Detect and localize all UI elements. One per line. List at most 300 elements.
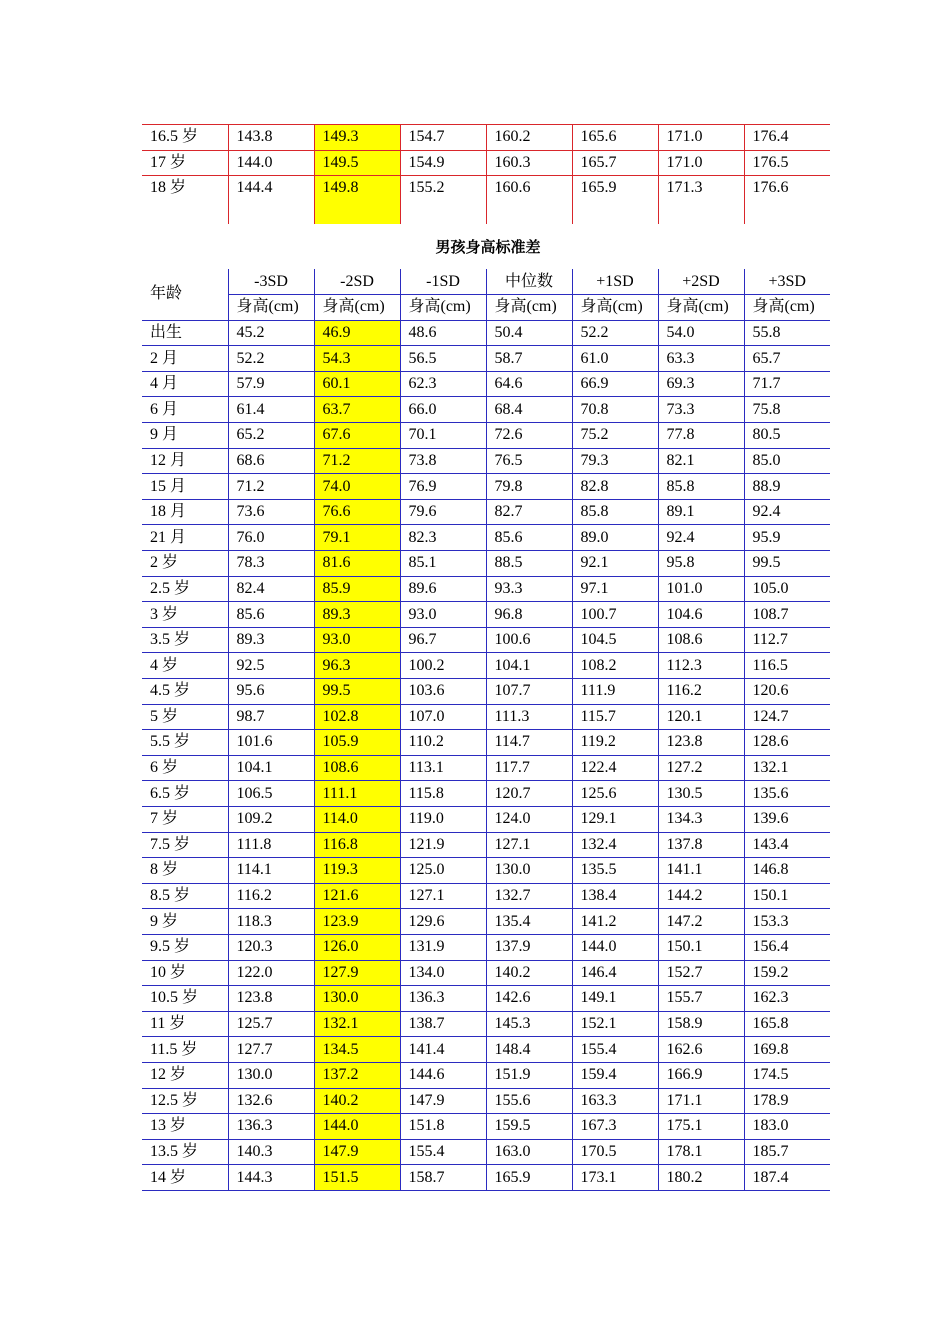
- age-cell: 11.5 岁: [142, 1037, 228, 1063]
- value-cell: 98.7: [228, 704, 314, 730]
- value-cell: 129.6: [400, 909, 486, 935]
- value-cell: 150.1: [744, 883, 830, 909]
- value-cell: 155.6: [486, 1088, 572, 1114]
- table-row: [142, 448, 830, 474]
- value-cell: 92.5: [228, 653, 314, 679]
- value-cell: 124.7: [744, 704, 830, 730]
- value-cell: 92.4: [744, 499, 830, 525]
- value-cell: 89.3: [228, 627, 314, 653]
- value-cell: 95.9: [744, 525, 830, 551]
- value-cell: 75.8: [744, 397, 830, 423]
- value-cell: 148.4: [486, 1037, 572, 1063]
- minus-2sd-cell: 96.3: [314, 653, 400, 679]
- unit-header-row: [142, 295, 830, 321]
- age-cell: 16.5 岁: [142, 125, 228, 151]
- value-cell: 124.0: [486, 806, 572, 832]
- value-cell: 85.6: [486, 525, 572, 551]
- minus-2sd-cell: 149.5: [314, 150, 400, 176]
- table-row: [142, 474, 830, 500]
- age-cell: 13.5 岁: [142, 1139, 228, 1165]
- table-row: [142, 883, 830, 909]
- value-cell: 127.1: [400, 883, 486, 909]
- value-cell: 135.6: [744, 781, 830, 807]
- value-cell: 73.8: [400, 448, 486, 474]
- minus-2sd-cell: 108.6: [314, 755, 400, 781]
- minus-2sd-cell: 137.2: [314, 1062, 400, 1088]
- age-cell: 18 月: [142, 499, 228, 525]
- value-cell: 112.3: [658, 653, 744, 679]
- age-cell: 21 月: [142, 525, 228, 551]
- value-cell: 78.3: [228, 551, 314, 577]
- age-cell: 15 月: [142, 474, 228, 500]
- value-cell: 76.5: [486, 448, 572, 474]
- value-cell: 163.3: [572, 1088, 658, 1114]
- age-cell: 2.5 岁: [142, 576, 228, 602]
- value-cell: 108.2: [572, 653, 658, 679]
- value-cell: 171.1: [658, 1088, 744, 1114]
- value-cell: 58.7: [486, 346, 572, 372]
- value-cell: 131.9: [400, 934, 486, 960]
- value-cell: 144.6: [400, 1062, 486, 1088]
- value-cell: 178.1: [658, 1139, 744, 1165]
- minus-2sd-cell: 89.3: [314, 602, 400, 628]
- minus-2sd-cell: 151.5: [314, 1165, 400, 1191]
- value-cell: 128.6: [744, 730, 830, 756]
- value-cell: 163.0: [486, 1139, 572, 1165]
- value-cell: 119.2: [572, 730, 658, 756]
- table-row: [142, 1114, 830, 1140]
- value-cell: 85.8: [658, 474, 744, 500]
- value-cell: 89.6: [400, 576, 486, 602]
- age-cell: 13 岁: [142, 1114, 228, 1140]
- value-cell: 141.4: [400, 1037, 486, 1063]
- sd-header: +3SD: [744, 269, 830, 295]
- value-cell: 122.0: [228, 960, 314, 986]
- value-cell: 159.2: [744, 960, 830, 986]
- value-cell: 146.4: [572, 960, 658, 986]
- value-cell: 52.2: [572, 320, 658, 346]
- value-cell: 104.5: [572, 627, 658, 653]
- age-cell: 4 岁: [142, 653, 228, 679]
- sd-header: +2SD: [658, 269, 744, 295]
- unit-header: 身高(cm): [486, 295, 572, 321]
- table-row: [142, 1165, 830, 1191]
- sd-header: -2SD: [314, 269, 400, 295]
- age-cell: 9 月: [142, 423, 228, 449]
- value-cell: 138.4: [572, 883, 658, 909]
- value-cell: 64.6: [486, 371, 572, 397]
- minus-2sd-cell: 60.1: [314, 371, 400, 397]
- value-cell: 151.8: [400, 1114, 486, 1140]
- value-cell: 73.3: [658, 397, 744, 423]
- value-cell: 176.6: [744, 176, 830, 224]
- value-cell: 167.3: [572, 1114, 658, 1140]
- minus-2sd-cell: 149.3: [314, 125, 400, 151]
- age-cell: 12 岁: [142, 1062, 228, 1088]
- value-cell: 112.7: [744, 627, 830, 653]
- value-cell: 107.0: [400, 704, 486, 730]
- age-cell: 11 岁: [142, 1011, 228, 1037]
- table-row: [142, 755, 830, 781]
- table-row: [142, 909, 830, 935]
- value-cell: 140.3: [228, 1139, 314, 1165]
- minus-2sd-cell: 54.3: [314, 346, 400, 372]
- table-row: [142, 832, 830, 858]
- value-cell: 160.3: [486, 150, 572, 176]
- minus-2sd-cell: 147.9: [314, 1139, 400, 1165]
- sd-header: 中位数: [486, 269, 572, 295]
- age-cell: 6 岁: [142, 755, 228, 781]
- value-cell: 160.2: [486, 125, 572, 151]
- value-cell: 99.5: [744, 551, 830, 577]
- table-row: [142, 934, 830, 960]
- value-cell: 143.4: [744, 832, 830, 858]
- value-cell: 174.5: [744, 1062, 830, 1088]
- age-cell: 8 岁: [142, 858, 228, 884]
- value-cell: 57.9: [228, 371, 314, 397]
- value-cell: 185.7: [744, 1139, 830, 1165]
- boys-height-sd-table: [142, 269, 830, 1191]
- value-cell: 187.4: [744, 1165, 830, 1191]
- table-row: [142, 525, 830, 551]
- value-cell: 132.6: [228, 1088, 314, 1114]
- sd-header: -3SD: [228, 269, 314, 295]
- minus-2sd-cell: 116.8: [314, 832, 400, 858]
- value-cell: 48.6: [400, 320, 486, 346]
- value-cell: 115.7: [572, 704, 658, 730]
- value-cell: 147.9: [400, 1088, 486, 1114]
- sd-header: +1SD: [572, 269, 658, 295]
- value-cell: 71.2: [228, 474, 314, 500]
- value-cell: 144.0: [572, 934, 658, 960]
- value-cell: 134.3: [658, 806, 744, 832]
- value-cell: 146.8: [744, 858, 830, 884]
- table-row: [142, 1011, 830, 1037]
- value-cell: 120.6: [744, 679, 830, 705]
- unit-header: 身高(cm): [314, 295, 400, 321]
- value-cell: 103.6: [400, 679, 486, 705]
- age-cell: 17 岁: [142, 150, 228, 176]
- table-row: [142, 1037, 830, 1063]
- table-row: [142, 125, 830, 151]
- value-cell: 144.3: [228, 1165, 314, 1191]
- minus-2sd-cell: 134.5: [314, 1037, 400, 1063]
- value-cell: 152.7: [658, 960, 744, 986]
- value-cell: 151.9: [486, 1062, 572, 1088]
- value-cell: 127.2: [658, 755, 744, 781]
- minus-2sd-cell: 93.0: [314, 627, 400, 653]
- value-cell: 141.1: [658, 858, 744, 884]
- value-cell: 136.3: [400, 986, 486, 1012]
- value-cell: 111.3: [486, 704, 572, 730]
- age-cell: 9 岁: [142, 909, 228, 935]
- value-cell: 104.6: [658, 602, 744, 628]
- value-cell: 116.5: [744, 653, 830, 679]
- value-cell: 120.7: [486, 781, 572, 807]
- value-cell: 93.3: [486, 576, 572, 602]
- minus-2sd-cell: 81.6: [314, 551, 400, 577]
- value-cell: 135.4: [486, 909, 572, 935]
- age-cell: 6.5 岁: [142, 781, 228, 807]
- value-cell: 114.1: [228, 858, 314, 884]
- table-row: [142, 371, 830, 397]
- value-cell: 171.0: [658, 150, 744, 176]
- age-cell: 18 岁: [142, 176, 228, 224]
- value-cell: 130.0: [486, 858, 572, 884]
- value-cell: 75.2: [572, 423, 658, 449]
- age-cell: 6 月: [142, 397, 228, 423]
- value-cell: 130.0: [228, 1062, 314, 1088]
- minus-2sd-cell: 119.3: [314, 858, 400, 884]
- value-cell: 165.9: [572, 176, 658, 224]
- age-column-header: 年龄: [142, 269, 228, 320]
- age-cell: 3 岁: [142, 602, 228, 628]
- value-cell: 82.8: [572, 474, 658, 500]
- value-cell: 154.7: [400, 125, 486, 151]
- unit-header: 身高(cm): [400, 295, 486, 321]
- table-row: [142, 551, 830, 577]
- table-row: [142, 653, 830, 679]
- value-cell: 66.0: [400, 397, 486, 423]
- value-cell: 88.5: [486, 551, 572, 577]
- value-cell: 108.7: [744, 602, 830, 628]
- minus-2sd-cell: 149.8: [314, 176, 400, 224]
- value-cell: 154.9: [400, 150, 486, 176]
- value-cell: 178.9: [744, 1088, 830, 1114]
- value-cell: 132.7: [486, 883, 572, 909]
- value-cell: 138.7: [400, 1011, 486, 1037]
- value-cell: 69.3: [658, 371, 744, 397]
- age-cell: 3.5 岁: [142, 627, 228, 653]
- value-cell: 171.3: [658, 176, 744, 224]
- value-cell: 65.7: [744, 346, 830, 372]
- age-cell: 10.5 岁: [142, 986, 228, 1012]
- minus-2sd-cell: 71.2: [314, 448, 400, 474]
- value-cell: 105.0: [744, 576, 830, 602]
- table-row: [142, 320, 830, 346]
- value-cell: 119.0: [400, 806, 486, 832]
- age-cell: 5 岁: [142, 704, 228, 730]
- age-cell: 10 岁: [142, 960, 228, 986]
- value-cell: 127.7: [228, 1037, 314, 1063]
- table-row: [142, 176, 830, 224]
- minus-2sd-cell: 85.9: [314, 576, 400, 602]
- value-cell: 176.5: [744, 150, 830, 176]
- table-row: [142, 346, 830, 372]
- value-cell: 52.2: [228, 346, 314, 372]
- value-cell: 109.2: [228, 806, 314, 832]
- minus-2sd-cell: 79.1: [314, 525, 400, 551]
- value-cell: 92.4: [658, 525, 744, 551]
- value-cell: 72.6: [486, 423, 572, 449]
- value-cell: 136.3: [228, 1114, 314, 1140]
- value-cell: 159.5: [486, 1114, 572, 1140]
- value-cell: 156.4: [744, 934, 830, 960]
- value-cell: 96.8: [486, 602, 572, 628]
- table-row: [142, 781, 830, 807]
- value-cell: 144.0: [228, 150, 314, 176]
- table-row: [142, 150, 830, 176]
- value-cell: 170.5: [572, 1139, 658, 1165]
- minus-2sd-cell: 105.9: [314, 730, 400, 756]
- value-cell: 118.3: [228, 909, 314, 935]
- minus-2sd-cell: 130.0: [314, 986, 400, 1012]
- value-cell: 80.5: [744, 423, 830, 449]
- value-cell: 79.3: [572, 448, 658, 474]
- value-cell: 165.9: [486, 1165, 572, 1191]
- value-cell: 95.8: [658, 551, 744, 577]
- table-row: [142, 858, 830, 884]
- value-cell: 125.0: [400, 858, 486, 884]
- value-cell: 142.6: [486, 986, 572, 1012]
- value-cell: 123.8: [228, 986, 314, 1012]
- value-cell: 135.5: [572, 858, 658, 884]
- value-cell: 122.4: [572, 755, 658, 781]
- value-cell: 125.7: [228, 1011, 314, 1037]
- value-cell: 114.7: [486, 730, 572, 756]
- value-cell: 92.1: [572, 551, 658, 577]
- table-row: [142, 1139, 830, 1165]
- age-cell: 7 岁: [142, 806, 228, 832]
- value-cell: 155.4: [572, 1037, 658, 1063]
- value-cell: 173.1: [572, 1165, 658, 1191]
- value-cell: 104.1: [486, 653, 572, 679]
- value-cell: 107.7: [486, 679, 572, 705]
- value-cell: 100.6: [486, 627, 572, 653]
- value-cell: 121.9: [400, 832, 486, 858]
- boys-table-title: 男孩身高标准差: [435, 238, 541, 256]
- value-cell: 76.9: [400, 474, 486, 500]
- value-cell: 110.2: [400, 730, 486, 756]
- value-cell: 183.0: [744, 1114, 830, 1140]
- value-cell: 79.6: [400, 499, 486, 525]
- value-cell: 175.1: [658, 1114, 744, 1140]
- value-cell: 62.3: [400, 371, 486, 397]
- table-row: [142, 704, 830, 730]
- value-cell: 111.9: [572, 679, 658, 705]
- value-cell: 162.3: [744, 986, 830, 1012]
- value-cell: 129.1: [572, 806, 658, 832]
- value-cell: 116.2: [228, 883, 314, 909]
- value-cell: 169.8: [744, 1037, 830, 1063]
- value-cell: 153.3: [744, 909, 830, 935]
- value-cell: 82.4: [228, 576, 314, 602]
- age-cell: 2 岁: [142, 551, 228, 577]
- table-row: [142, 1062, 830, 1088]
- value-cell: 158.9: [658, 1011, 744, 1037]
- minus-2sd-cell: 74.0: [314, 474, 400, 500]
- value-cell: 137.8: [658, 832, 744, 858]
- value-cell: 123.8: [658, 730, 744, 756]
- value-cell: 143.8: [228, 125, 314, 151]
- age-cell: 8.5 岁: [142, 883, 228, 909]
- value-cell: 66.9: [572, 371, 658, 397]
- value-cell: 159.4: [572, 1062, 658, 1088]
- value-cell: 180.2: [658, 1165, 744, 1191]
- value-cell: 137.9: [486, 934, 572, 960]
- value-cell: 85.1: [400, 551, 486, 577]
- unit-header: 身高(cm): [228, 295, 314, 321]
- table-row: [142, 423, 830, 449]
- value-cell: 56.5: [400, 346, 486, 372]
- value-cell: 71.7: [744, 371, 830, 397]
- value-cell: 152.1: [572, 1011, 658, 1037]
- table-row: [142, 397, 830, 423]
- value-cell: 54.0: [658, 320, 744, 346]
- value-cell: 89.1: [658, 499, 744, 525]
- minus-2sd-cell: 140.2: [314, 1088, 400, 1114]
- girls-height-table-continuation: [142, 124, 830, 224]
- minus-2sd-cell: 123.9: [314, 909, 400, 935]
- age-cell: 出生: [142, 320, 228, 346]
- value-cell: 73.6: [228, 499, 314, 525]
- sd-header-row: [142, 269, 830, 295]
- age-cell: 12.5 岁: [142, 1088, 228, 1114]
- value-cell: 88.9: [744, 474, 830, 500]
- unit-header: 身高(cm): [572, 295, 658, 321]
- age-cell: 4 月: [142, 371, 228, 397]
- value-cell: 101.6: [228, 730, 314, 756]
- minus-2sd-cell: 114.0: [314, 806, 400, 832]
- value-cell: 106.5: [228, 781, 314, 807]
- value-cell: 155.4: [400, 1139, 486, 1165]
- table-row: [142, 960, 830, 986]
- value-cell: 68.4: [486, 397, 572, 423]
- minus-2sd-cell: 46.9: [314, 320, 400, 346]
- value-cell: 108.6: [658, 627, 744, 653]
- value-cell: 160.6: [486, 176, 572, 224]
- value-cell: 150.1: [658, 934, 744, 960]
- value-cell: 165.8: [744, 1011, 830, 1037]
- minus-2sd-cell: 121.6: [314, 883, 400, 909]
- value-cell: 85.0: [744, 448, 830, 474]
- value-cell: 89.0: [572, 525, 658, 551]
- value-cell: 97.1: [572, 576, 658, 602]
- value-cell: 100.2: [400, 653, 486, 679]
- table-row: [142, 602, 830, 628]
- value-cell: 79.8: [486, 474, 572, 500]
- value-cell: 147.2: [658, 909, 744, 935]
- value-cell: 132.4: [572, 832, 658, 858]
- table-row: [142, 576, 830, 602]
- value-cell: 117.7: [486, 755, 572, 781]
- value-cell: 95.6: [228, 679, 314, 705]
- value-cell: 111.8: [228, 832, 314, 858]
- age-cell: 14 岁: [142, 1165, 228, 1191]
- value-cell: 166.9: [658, 1062, 744, 1088]
- value-cell: 165.6: [572, 125, 658, 151]
- value-cell: 176.4: [744, 125, 830, 151]
- value-cell: 120.3: [228, 934, 314, 960]
- value-cell: 155.2: [400, 176, 486, 224]
- value-cell: 165.7: [572, 150, 658, 176]
- minus-2sd-cell: 132.1: [314, 1011, 400, 1037]
- value-cell: 113.1: [400, 755, 486, 781]
- value-cell: 162.6: [658, 1037, 744, 1063]
- value-cell: 76.0: [228, 525, 314, 551]
- age-cell: 9.5 岁: [142, 934, 228, 960]
- value-cell: 82.7: [486, 499, 572, 525]
- minus-2sd-cell: 127.9: [314, 960, 400, 986]
- table-row: [142, 730, 830, 756]
- minus-2sd-cell: 102.8: [314, 704, 400, 730]
- value-cell: 120.1: [658, 704, 744, 730]
- value-cell: 158.7: [400, 1165, 486, 1191]
- minus-2sd-cell: 76.6: [314, 499, 400, 525]
- value-cell: 55.8: [744, 320, 830, 346]
- value-cell: 127.1: [486, 832, 572, 858]
- minus-2sd-cell: 67.6: [314, 423, 400, 449]
